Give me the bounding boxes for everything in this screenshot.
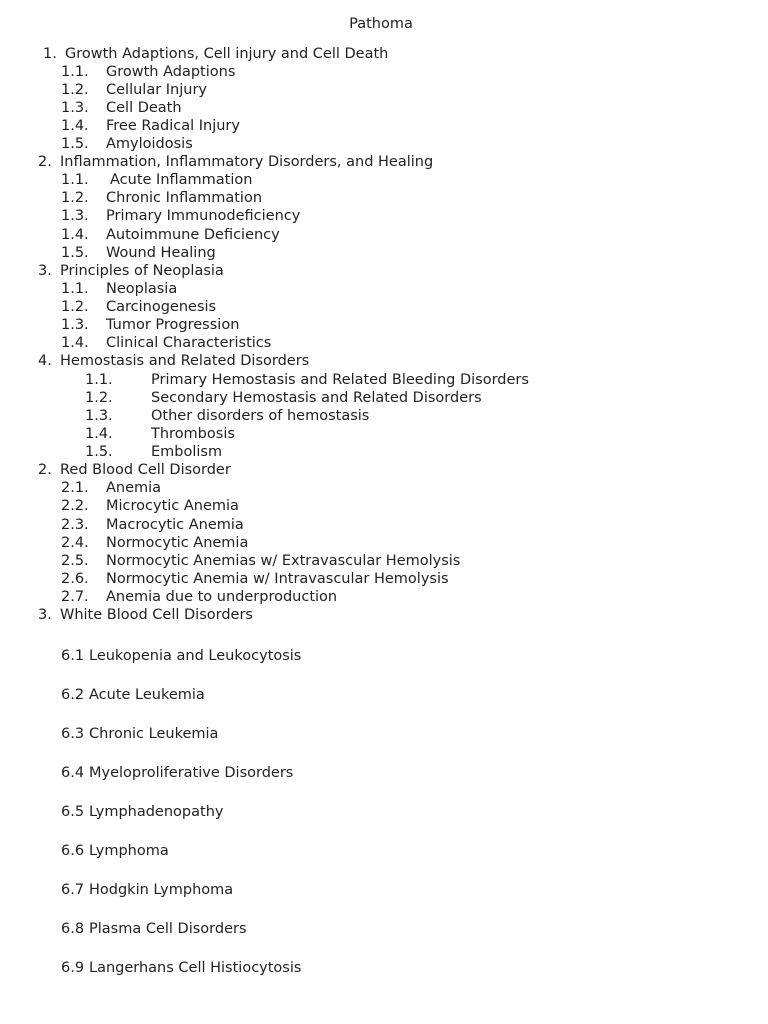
subitem-number: 1.3. bbox=[61, 208, 89, 224]
chapter-number: 4. bbox=[38, 353, 52, 369]
subitem-title: Cell Death bbox=[106, 100, 182, 116]
subitem-number: 6.7 bbox=[61, 882, 85, 898]
subitem-number: 1.5. bbox=[61, 136, 89, 152]
subitem-number: 1.4. bbox=[61, 118, 89, 134]
subitem-title: Neoplasia bbox=[106, 281, 178, 297]
chapter-title: Principles of Neoplasia bbox=[60, 263, 224, 279]
subitem-number: 1.5. bbox=[85, 444, 113, 460]
subitem-title: Wound Healing bbox=[106, 245, 216, 261]
subitem-number: 1.3. bbox=[61, 317, 89, 333]
subitem-number: 6.9 bbox=[61, 960, 85, 976]
subitem-title: Normocytic Anemia w/ Intravascular Hemolysis bbox=[106, 571, 449, 587]
subitem-title: Langerhans Cell Histiocytosis bbox=[89, 960, 302, 976]
subitem-title: Autoimmune Deficiency bbox=[106, 227, 280, 243]
chapter-title: Hemostasis and Related Disorders bbox=[60, 353, 310, 369]
chapter-number: 1. bbox=[43, 46, 57, 62]
subitem-number: 1.1. bbox=[61, 281, 89, 297]
subitem-number: 1.4. bbox=[85, 426, 113, 442]
subitem-number: 1.1. bbox=[61, 64, 89, 80]
subitem-title: Myeloproliferative Disorders bbox=[89, 765, 294, 781]
subitem-number: 2.2. bbox=[61, 498, 89, 514]
subitem-number: 6.8 bbox=[61, 921, 85, 937]
subitem-title: Chronic Inflammation bbox=[106, 190, 263, 206]
chapter-number: 3. bbox=[38, 607, 52, 623]
subitem-title: Acute Leukemia bbox=[89, 687, 205, 703]
subitem-title: Thrombosis bbox=[151, 426, 235, 442]
subitem-number: 1.4. bbox=[61, 227, 89, 243]
subitem-number: 6.3 bbox=[61, 726, 85, 742]
subitem-title: Hodgkin Lymphoma bbox=[89, 882, 234, 898]
subitem-number: 1.1. bbox=[61, 172, 89, 188]
subitem-number: 1.3. bbox=[85, 408, 113, 424]
subitem-number: 6.4 bbox=[61, 765, 85, 781]
subitem-title: Free Radical Injury bbox=[106, 118, 240, 134]
subitem-title: Lymphadenopathy bbox=[89, 804, 224, 820]
subitem-number: 1.2. bbox=[85, 390, 113, 406]
subitem-number: 2.7. bbox=[61, 589, 89, 605]
subitem-number: 6.1 bbox=[61, 648, 85, 664]
subitem-title: Clinical Characteristics bbox=[106, 335, 272, 351]
subitem-title: Embolism bbox=[151, 444, 223, 460]
subitem-title: Leukopenia and Leukocytosis bbox=[89, 648, 302, 664]
subitem-title: Normocytic Anemia bbox=[106, 535, 249, 551]
chapter-title: Red Blood Cell Disorder bbox=[60, 462, 231, 478]
subitem-number: 6.2 bbox=[61, 687, 85, 703]
subitem-title: Amyloidosis bbox=[106, 136, 193, 152]
subitem-title: Cellular Injury bbox=[106, 82, 208, 98]
subitem-number: 2.5. bbox=[61, 553, 89, 569]
subitem-title: Primary Immunodeficiency bbox=[106, 208, 301, 224]
chapter-number: 3. bbox=[38, 263, 52, 279]
subitem-number: 1.2. bbox=[61, 190, 89, 206]
chapter-number: 2. bbox=[38, 462, 52, 478]
chapter-title: White Blood Cell Disorders bbox=[60, 607, 253, 623]
subitem-title: Other disorders of hemostasis bbox=[151, 408, 370, 424]
subitem-number: 1.4. bbox=[61, 335, 89, 351]
subitem-title: Anemia bbox=[106, 480, 162, 496]
subitem-title: Microcytic Anemia bbox=[106, 498, 239, 514]
subitem-title: Carcinogenesis bbox=[106, 299, 217, 315]
subitem-title: Tumor Progression bbox=[106, 317, 240, 333]
subitem-title: Anemia due to underproduction bbox=[106, 589, 338, 605]
subitem-title: Lymphoma bbox=[89, 843, 169, 859]
subitem-title: Plasma Cell Disorders bbox=[89, 921, 247, 937]
subitem-title: Chronic Leukemia bbox=[89, 726, 219, 742]
subitem-number: 6.6 bbox=[61, 843, 85, 859]
subitem-number: 2.1. bbox=[61, 480, 89, 496]
subitem-number: 1.5. bbox=[61, 245, 89, 261]
subitem-number: 1.1. bbox=[85, 372, 113, 388]
subitem-title: Secondary Hemostasis and Related Disorders bbox=[151, 390, 482, 406]
chapter-title: Inflammation, Inflammatory Disorders, and Healing bbox=[60, 154, 434, 170]
subitem-number: 2.6. bbox=[61, 571, 89, 587]
subitem-title: Normocytic Anemias w/ Extravascular Hemolysis bbox=[106, 553, 461, 569]
subitem-title: Primary Hemostasis and Related Bleeding Disorders bbox=[151, 372, 529, 388]
chapter-number: 2. bbox=[38, 154, 52, 170]
subitem-title: Macrocytic Anemia bbox=[106, 517, 244, 533]
subitem-number: 6.5 bbox=[61, 804, 85, 820]
subitem-number: 2.4. bbox=[61, 535, 89, 551]
subitem-title: Growth Adaptions bbox=[106, 64, 236, 80]
subitem-number: 1.2. bbox=[61, 82, 89, 98]
subitem-number: 2.3. bbox=[61, 517, 89, 533]
subitem-number: 1.3. bbox=[61, 100, 89, 116]
chapter-title: Growth Adaptions, Cell injury and Cell Death bbox=[65, 46, 389, 62]
subitem-title: Acute Inflammation bbox=[110, 172, 253, 188]
subitem-number: 1.2. bbox=[61, 299, 89, 315]
document-title: Pathoma bbox=[349, 16, 413, 32]
